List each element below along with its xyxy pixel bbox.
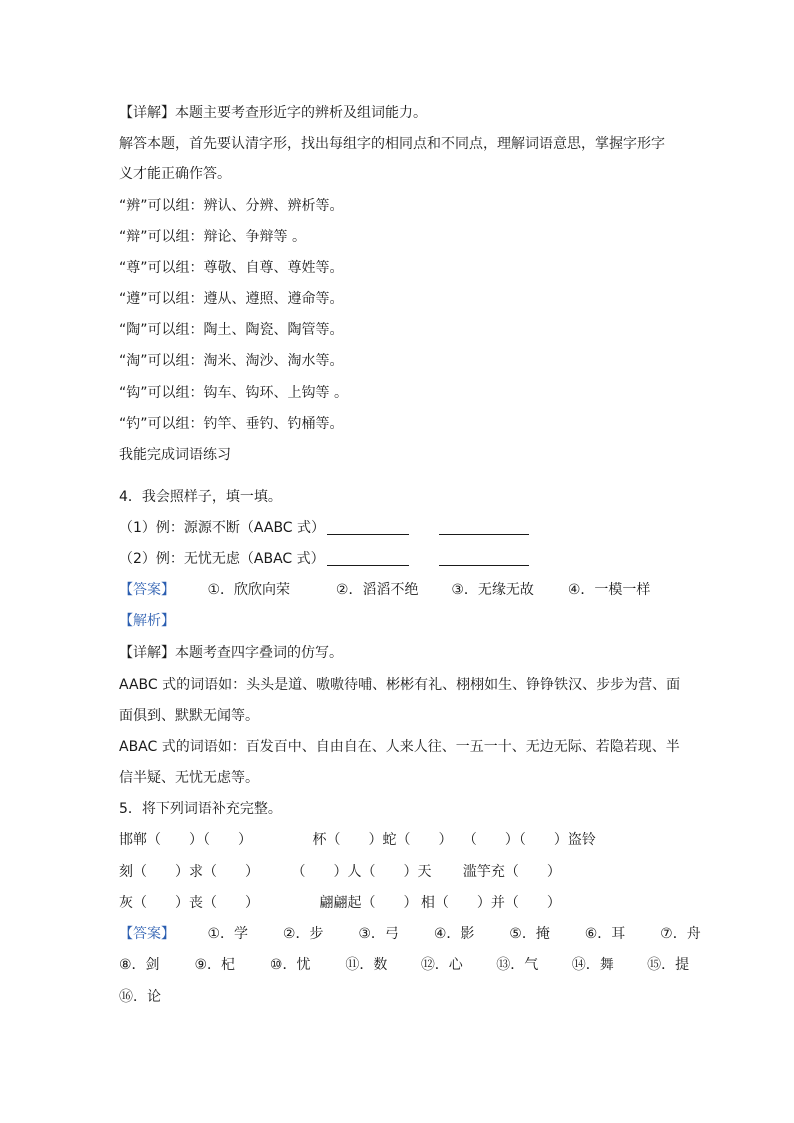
blank-line <box>439 534 529 535</box>
word-group: “陶”可以组：陶土、陶瓷、陶管等。 <box>119 322 344 338</box>
word-group: “钩”可以组：钩车、钩环、上钩等 。 <box>119 385 348 401</box>
word-group: “钓”可以组：钓竿、垂钓、钓桶等。 <box>119 416 344 432</box>
answer-item: ⑤．掩 <box>509 926 550 942</box>
explanation-line-1: 解答本题，首先要认清字形，找出每组字的相同点和不同点，理解词语意思，掌握字形字 <box>119 136 665 152</box>
explanation-line-2: 义才能正确作答。 <box>119 166 231 182</box>
fill-item: （ ）（ ）盗铃 <box>462 832 596 848</box>
abac-examples-1: ABAC 式的词语如：百发百中、自由自在、人来人往、一五一十、无边无际、若隐若现、半 <box>119 739 680 755</box>
answer-item: ⑩．忧 <box>269 957 311 973</box>
fill-row-2 <box>119 862 561 882</box>
question-5-title: 5．将下列词语补充完整。 <box>119 801 282 817</box>
answer-item: ⑭．舞 <box>571 957 614 973</box>
word-group: “遵”可以组：遵从、遵照、遵命等。 <box>119 291 344 307</box>
answer-item: ⑮．提 <box>647 957 690 973</box>
word-group: “辩”可以组：辩论、争辩等 。 <box>119 229 306 245</box>
question-4-answers <box>119 580 650 600</box>
answer-item: ⑨．杞 <box>194 957 236 973</box>
answer-item: ⑬．气 <box>496 957 539 973</box>
question-5-answers-3 <box>119 987 161 1007</box>
fill-item: 翩翩起（ ） <box>319 895 418 911</box>
fill-item: 杯（ ）蛇（ ） <box>312 832 453 848</box>
answer-item: ②．滔滔不绝 <box>335 582 419 598</box>
blank-line <box>327 565 409 566</box>
answer-item: ⑥．耳 <box>584 926 626 942</box>
answer-label: 【答案】 <box>119 582 175 598</box>
answer-item: ⑫．心 <box>420 957 463 973</box>
answer-item: ⑦．舟 <box>660 926 701 942</box>
detail-line: 【详解】本题考查四字叠词的仿写。 <box>119 645 343 661</box>
fill-item: 灰（ ）丧（ ） <box>119 895 259 911</box>
question-5-answers-2 <box>119 955 689 975</box>
blank-line <box>327 534 409 535</box>
aabc-examples-2: 面俱到、默默无闻等。 <box>119 708 259 724</box>
answer-item: ②．步 <box>282 926 324 942</box>
answer-label: 【答案】 <box>119 926 175 942</box>
section-title: 我能完成词语练习 <box>119 447 231 463</box>
abac-examples-2: 信半疑、无忧无虑等。 <box>119 770 259 786</box>
answer-item: ③．弓 <box>358 926 399 942</box>
answer-item: ⑯．论 <box>119 989 161 1005</box>
answer-item: ⑧．剑 <box>119 957 160 973</box>
aabc-examples-1: AABC 式的词语如：头头是道、嗷嗷待哺、彬彬有礼、栩栩如生、铮铮铁汉、步步为营、面 <box>119 677 681 693</box>
fill-item: （ ）人（ ）天 <box>291 864 432 880</box>
question-4-title: 4．我会照样子，填一填。 <box>119 489 282 505</box>
fill-row-1 <box>119 830 596 850</box>
fill-item: 滥竽充（ ） <box>462 864 561 880</box>
fill-item: 邯郸（ ）（ ） <box>119 832 252 848</box>
answer-item: ④．影 <box>433 926 475 942</box>
question-5-answers-1 <box>119 924 701 944</box>
answer-item: ③．无缘无故 <box>451 582 534 598</box>
answer-item: ①．欣欣向荣 <box>207 582 291 598</box>
fill-item: 相（ ）并（ ） <box>420 895 561 911</box>
answer-item: ①．学 <box>207 926 249 942</box>
detail-line: 【详解】本题主要考查形近字的辨析及组词能力。 <box>119 105 427 121</box>
fill-item: 刻（ ）求（ ） <box>119 864 259 880</box>
answer-item: ④．一模一样 <box>567 582 651 598</box>
blank-line <box>439 565 529 566</box>
question-4-item-2: （2）例：无忧无虑（ABAC 式） <box>119 551 325 567</box>
answer-item: ⑪．数 <box>345 957 388 973</box>
analysis-label: 【解析】 <box>119 613 175 629</box>
word-group: “辨”可以组：辨认、分辨、辨析等。 <box>119 198 344 214</box>
fill-row-3 <box>119 893 561 913</box>
word-group: “尊”可以组：尊敬、自尊、尊姓等。 <box>119 260 344 276</box>
question-4-item-1: （1）例：源源不断（AABC 式） <box>119 520 326 536</box>
word-group: “淘”可以组：淘米、淘沙、淘水等。 <box>119 353 344 369</box>
